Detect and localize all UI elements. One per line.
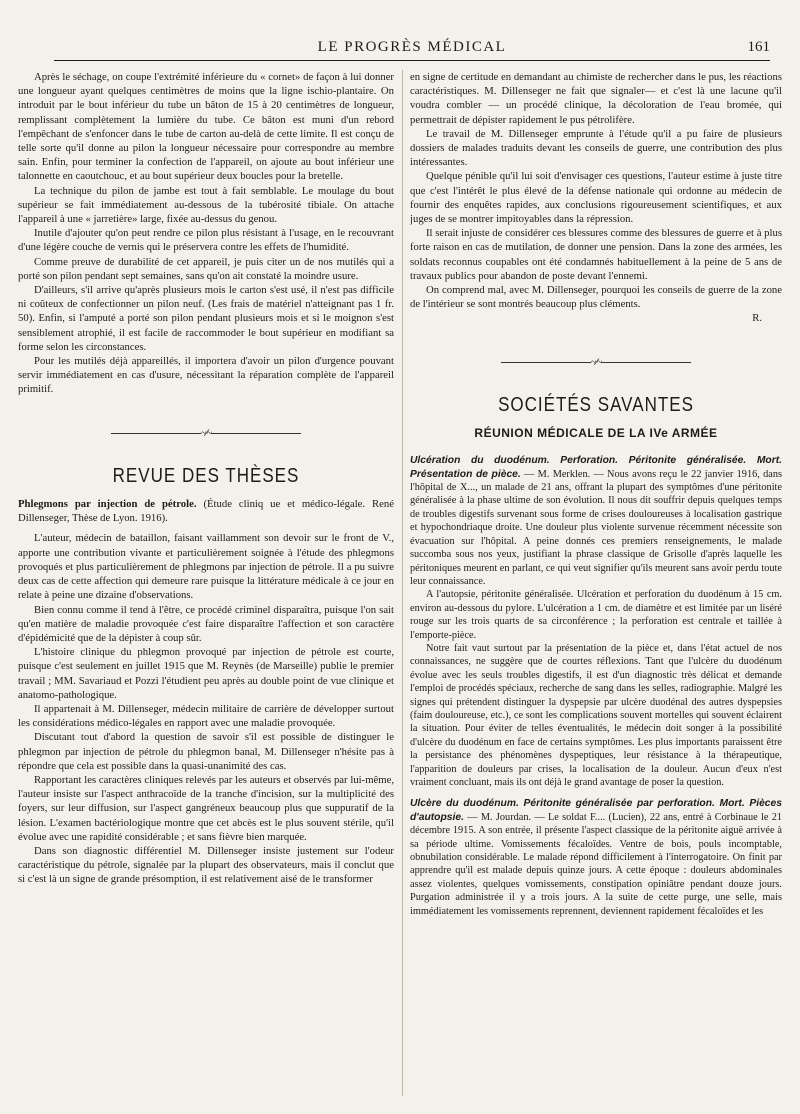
- paragraph: Notre fait vaut surtout par la présentation de la pièce et, dans l'état actuel de nos connaissances, ne suggère que de courtes réflexions. Tant que l'ulcère du duodénum évolue avec les seuls troubles digestifs, il est d'un diagnostic très délicat et demande l'emploi de procédés spéciaux, recherche de sang dans les selles, radiographie. Malgré les signes qui prétendent distinguer la dyspepsie par ulcère duodénal des autres dyspepsies (faim douloureuse, etc.), ce sont les complications souvent mortelles qui souvent éclairent la situation. Pour éviter de telles éventualités, le médecin doit songer à la possibilité d'ulcère du duodénum en face de certains symptômes. Les plus importants paraissent être la persistance des phénomènes dyspeptiques, leur résistance à la thérapeutique, l'apparition de douleurs par crises, la localisation de la douleur. Aucun d'eux n'est vraiment concluant, mais ils ont déjà le grand avantage de poser la question.: [410, 642, 782, 789]
- paragraph: L'auteur, médecin de bataillon, faisant vaillamment son devoir sur le front de V., apporte une contribution vivante et particulièrement soignée à l'étude des phlegmons provoqués et plus particulièrement de phlegmons par injection de pétrole. Il a pu suivre deux cas de cette affection qui demeure rare puisque la littérature médicale à ce jour en relate à peine une dizaine d'observations.: [18, 532, 394, 602]
- paragraph: D'ailleurs, s'il arrive qu'après plusieurs mois le carton s'est usé, il n'est pas difficile ni coûteux de confectionner un pilon neuf. (Les frais de matériel n'atteignant pas 1 fr. 50). Enfin, si l'amputé a porté son pilon pendant plusieurs mois et si le moignon s'est sensiblement atrophié, il est facile de raccommoder le bout supérieur en modifiant sa forme selon les circonstances.: [18, 284, 394, 353]
- author-signature: R.: [752, 312, 762, 325]
- article-1: [410, 454, 782, 789]
- page-header: [54, 36, 770, 60]
- column-separator: [402, 70, 403, 1096]
- paragraph: Discutant tout d'abord la question de savoir s'il est possible de distinguer le phlegmon par injection de pétrole du phlegmon banal, M. Dillenseger n'hésite pas à répondre que cela est possible dans la quasi-unanimité des cas.: [18, 731, 394, 772]
- article-2: [410, 797, 782, 918]
- paragraph: en signe de certitude en demandant au chimiste de rechercher dans le pus, les réactions caractéristiques. M. Dillenseger ne fait que signaler— et c'est là une lacune qu'il voudra combler — un procédé clinique, la décoloration de l'eau bromée, qui permettrait de dépister rapidement le pus pétrolifère.: [410, 71, 782, 126]
- review-citation: (Étude cliniq ue et médico-légale. René Dillenseger, Thèse de Lyon. 1916).: [18, 498, 394, 525]
- section-title-societes: SOCIÉTÉS SAVANTES: [498, 392, 694, 416]
- article-heading: [410, 797, 782, 918]
- article-heading: [410, 454, 782, 588]
- article-title: Ulcération du duodénum. Perforation. Péritonite généralisée. Mort. Présentation de pièce.: [410, 455, 782, 480]
- paragraph: Comme preuve de durabilité de cet appareil, je puis citer un de nos mutilés qui a porté son pilon pendant sept semaines, sans qu'on ait constaté la moindre usure.: [18, 255, 394, 282]
- paragraph: Bien connu comme il tend à l'être, ce procédé criminel disparaîtra, puisque l'on sait qu'en matière de maladie provoquée c'est faire disparaître l'affection et son caractère d'épidémicité que de la dépister à coup sûr.: [18, 603, 394, 644]
- header-rule: [54, 60, 770, 61]
- article-body-start: — M. Merklen. — Nous avons reçu le 22 janvier 1916, dans l'hôpital de X..., un malade de 21 ans, offrant la plupart des symptômes d'une péritonite généralisée à la phase ultime de son évolution. Il nous dit souffrir depuis quelques temps de troubles digestifs survenant sous forme de crises douloureuses à localisation gastrique et hypochondriaque droite. Une douleur plus violente survenue récemment nécessite son évacuation sur l'hôpital. A peine donnés ces premiers renseignements, le malade succomba sous nos yeux, justifiant la phrase classique de Grisolle d'après laquelle les péritoniques meurent en parlant, ce qui veut signifier qu'ils meurent sans avoir perdu toute leur connaissance.: [410, 468, 782, 587]
- section-divider: ~∕∕~: [18, 427, 394, 441]
- subsection-title: RÉUNION MÉDICALE DE LA IVe ARMÉE: [474, 426, 718, 441]
- page-number: 161: [747, 39, 770, 55]
- paragraph: A l'autopsie, péritonite généralisée. Ulcération et perforation du duodénum à 15 cm. environ au-dessous du pylore. L'ulcération a 1 cm. de diamètre et est limitée par un liséré rouge sur les trois quarts de sa circonférence ; la perforation est centrale et taillée à l'emporte-pièce.: [410, 589, 782, 641]
- paragraph: Le travail de M. Dillenseger emprunte à l'étude qu'il a pu faire de plusieurs dossiers de malades traduits devant les conseils de guerre, une contribution des plus intéressantes.: [410, 127, 782, 169]
- paragraph: L'histoire clinique du phlegmon provoqué par injection de pétrole est courte, puisque c'est seulement en juillet 1915 que M. Reynès (de Marseille) publie le premier travail ; MM. Savariaud et Pozzi l'étudient peu après au double point de vue clinique et anatomo-pathologique.: [18, 646, 394, 701]
- paragraph: Après le séchage, on coupe l'extrémité inférieure du « cornet» de façon à lui donner une longueur ayant quelques centimètres de moins que la ligne ischio-plantaire. On introduit par le bout inférieur du tube un bâton de 15 à 20 centimètres de longueur, remplissant complètement la lumière du tube. Ce bâton est muni d'un rebord l'empêchant de s'enfoncer dans le tube de carton au-delà de cette limite. Il est conçu de telle sorte qu'il donne au pilon la longueur nécessaire pour correspondre au membre sain. Enfin, pour terminer la confection de l'appareil, on ajoute au bout inférieur une talonnette en caoutchouc, et au bout supérieur deux boucles pour la bretelle.: [18, 71, 394, 183]
- paragraph: Quelque pénible qu'il lui soit d'envisager ces questions, l'auteur estime à juste titre que c'est l'intérêt le plus élevé de la défense nationale qui ordonne au médecin de fournir des enquêtes rapides, aux conclusions rigoureusement scientifiques, et aux juges de se montrer impitoyables dans la répression.: [410, 170, 782, 226]
- paragraph: Pour les mutilés déjà appareillés, il importera d'avoir un pilon d'urgence pouvant servir immédiatement en cas d'usure, nécessitant la réparation complète de l'appareil primitif.: [18, 355, 394, 396]
- paragraph: La technique du pilon de jambe est tout à fait semblable. Le moulage du bout supérieur se fait immédiatement au-dessous de la tubérosité tibiale. On attache l'appareil à une « jarretière» large, fixée au-dessus du genou.: [18, 184, 394, 226]
- section-title-revue: REVUE DES THÈSES: [112, 463, 300, 487]
- paragraph: On comprend mal, avec M. Dillenseger, pourquoi les conseils de guerre de la zone de l'intérieur se sont montrés beaucoup plus cléments.: [410, 284, 782, 311]
- paragraph: Il serait injuste de considérer ces blessures comme des blessures de guerre et à plus forte raison en cas de mutilation, de donner une pension. Dans la zone des armées, les soldats reconnus coupables ont été condamnés habituellement à la peine de 5 ans de travaux publics pour abandon de poste devant l'ennemi.: [410, 227, 782, 282]
- paragraph: Inutile d'ajouter qu'on peut rendre ce pilon plus résistant à l'usage, en le recouvrant d'une légère couche de vernis qui le préservera contre les effets de l'humidité.: [18, 227, 394, 254]
- article-body-start: — M. Jourdan. — Le soldat F.... (Lucien), 22 ans, entré à Corbinaue le 21 décembre 1915. A son entrée, il présente l'aspect classique de la péritonite aiguë arrivée à sa période ultime. Vomissements fécaloïdes. Ventre de bois, pouls incomptable, obnubilation considérable. Le malade répond difficilement à l'interrogatoire. On finit par apprendre qu'il est malade depuis quinze jours. A cette époque : douleurs abdominales assez violentes, quelques vomissements, constipation opiniâtre pendant douze jours. Purgation administrée il y a trois jours. A la suite de cette purge, une selle, mais immédiatement les vomissements reprennent, deviennent rapidement fécaloïdes et les: [410, 811, 782, 917]
- journal-title: LE PROGRÈS MÉDICAL: [317, 39, 507, 55]
- review-title: Phlegmons par injection de pétrole.: [18, 498, 197, 511]
- right-column: [410, 70, 782, 1096]
- paragraph: Il appartenait à M. Dillenseger, médecin militaire de carrière de développer surtout les considérations médico-légales en rapport avec une maladie provoquée.: [18, 702, 394, 730]
- article-title: Ulcère du duodénum. Péritonite généralisée par perforation. Mort. Pièces d'autopsie.: [410, 798, 782, 823]
- paragraph: Rapportant les caractères cliniques relevés par les auteurs et observés par lui-même, l'auteur insiste sur l'aspect anthracoïde de la tranche d'incision, sur la multiplicité des foyers, sur leur diffusion, sur l'aspect gangréneux beaucoup plus que suppuratif de la lésion. L'examen bactériologique montre que cet abcès est le plus souvent stérile, qu'il évolue avec une rapidité considérable ; et sans fièvre bien marquée.: [18, 773, 394, 843]
- review-heading: [18, 497, 394, 525]
- paragraph: Dans son diagnostic différentiel M. Dillenseger insiste justement sur l'odeur caractéristique du pétrole, signalée par la plupart des observateurs, mais il conclut que si c'est là un signe de grande présomption, il est relativement aisé de le transformer: [18, 844, 394, 886]
- left-column: [18, 70, 394, 1096]
- section-divider: ~∕∕~: [410, 356, 782, 370]
